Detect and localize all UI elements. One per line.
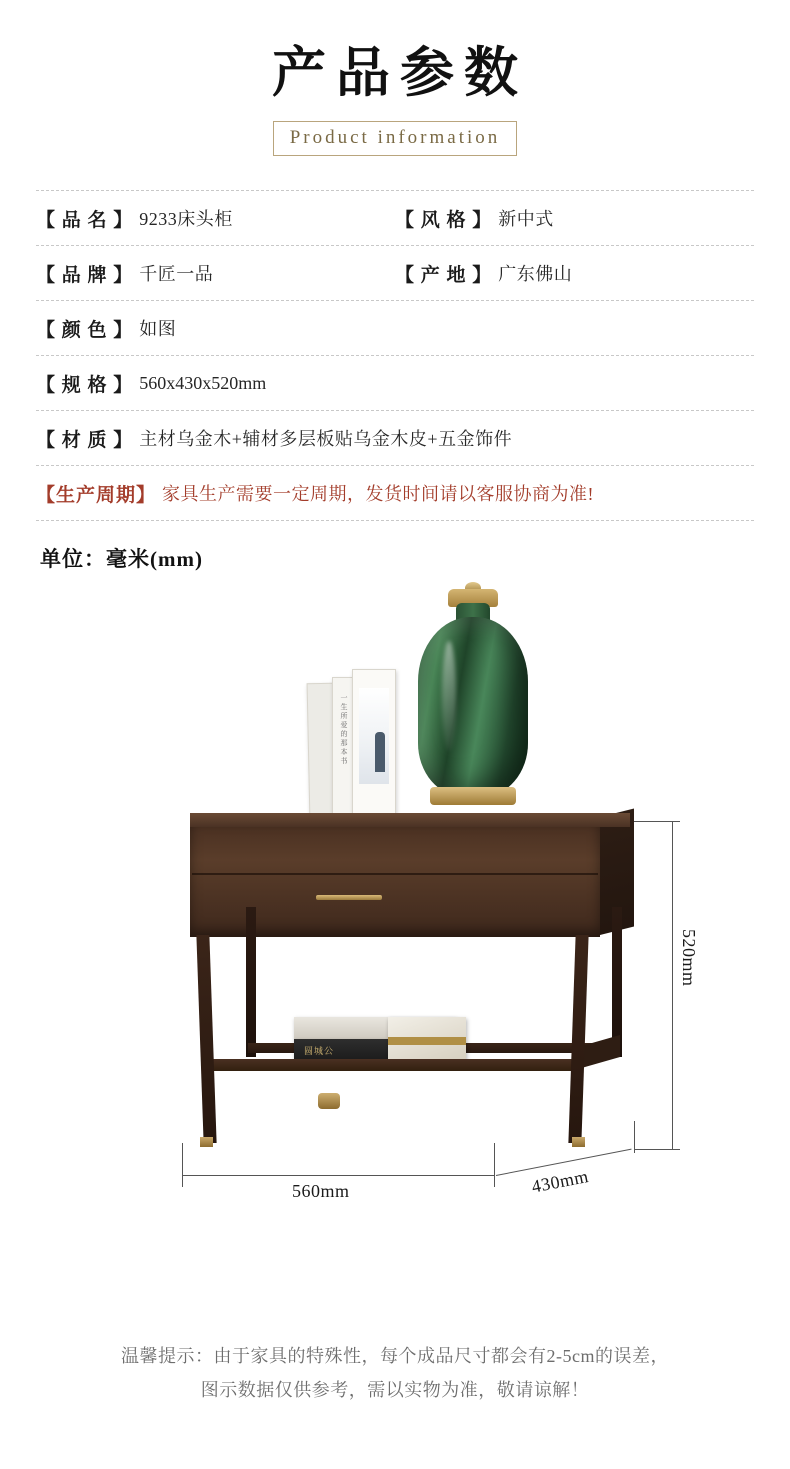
spec-value: 千匠一品 (139, 264, 214, 285)
cabinet-leg-back-left (246, 907, 256, 1057)
table-row (36, 301, 754, 356)
dimension-tick-width-left (182, 1143, 183, 1187)
cabinet-shelf (205, 1059, 580, 1071)
spec-cell-material (36, 411, 754, 465)
vase-decor-icon (418, 589, 528, 819)
page-subtitle: Product information (273, 121, 518, 156)
spec-label: 【 风 格 】 (395, 209, 493, 231)
spec-cell-style (395, 191, 754, 245)
footer-line-1: 温馨提示：由于家具的特殊性，每个成品尺寸都会有2-5cm的误差， (121, 1346, 669, 1367)
dimension-label-depth: 430mm (530, 1166, 591, 1198)
spec-cell-origin (395, 246, 754, 300)
spec-label: 【 产 地 】 (395, 264, 493, 286)
drawer-seam (192, 873, 598, 875)
spec-value: 家具生产需要一定周期，发货时间请以客服协商为准! (162, 484, 595, 505)
dimension-tick-height-bottom (634, 1149, 680, 1150)
footer-note (0, 1340, 790, 1407)
page-title: 产品参数 (272, 43, 528, 103)
spec-value: 主材乌金木+辅材多层板贴乌金木皮+五金饰件 (139, 429, 513, 450)
table-row (36, 190, 754, 246)
unit-note: 单位：毫米(mm) (40, 547, 203, 572)
cabinet-leg-front-right (568, 935, 588, 1143)
footer-line-2: 图示数据仅供参考，需以实物为准，敬请谅解！ (200, 1379, 590, 1400)
spec-value: 广东佛山 (498, 264, 573, 285)
dimension-tick-height-top (634, 821, 680, 822)
dimension-label-width: 560mm (292, 1181, 350, 1202)
dimension-line-height (672, 821, 673, 1149)
cabinet-foot-center (318, 1093, 340, 1109)
dimension-line-width (182, 1175, 494, 1176)
spec-cell-color (36, 301, 754, 355)
spec-label: 【生产周期】 (36, 484, 157, 506)
book-spine-text: 一生所爱的那本书 (340, 694, 348, 767)
dimension-tick-width-right (494, 1143, 495, 1187)
spec-label: 【 品 名 】 (36, 209, 134, 231)
table-row (36, 246, 754, 301)
books-decor-icon (308, 669, 418, 819)
dimension-label-height: 520mm (679, 929, 699, 987)
cabinet-top (190, 813, 630, 827)
table-row-production-cycle (36, 466, 754, 521)
subtitle-container (0, 121, 790, 156)
shelf-box-right (388, 1017, 466, 1061)
spec-value: 如图 (139, 319, 177, 340)
page-header (0, 0, 790, 156)
dimension-tick-depth-right (634, 1121, 635, 1153)
spec-value: 9233床头柜 (139, 209, 233, 230)
spec-label: 【 颜 色 】 (36, 319, 134, 341)
table-row (36, 356, 754, 411)
spec-cell-brand (36, 246, 395, 300)
spec-table (36, 190, 754, 521)
cabinet-foot-left (200, 1137, 213, 1147)
spec-label: 【 规 格 】 (36, 374, 134, 396)
spec-cell-production-cycle (36, 466, 754, 520)
box-label: 圆城公 (304, 1046, 335, 1057)
spec-label: 【 材 质 】 (36, 429, 134, 451)
drawer-handle (316, 895, 382, 900)
spec-cell-size (36, 356, 754, 410)
spec-value: 新中式 (498, 209, 554, 230)
spec-cell-name (36, 191, 395, 245)
spec-value: 560x430x520mm (139, 372, 267, 393)
product-diagram (0, 577, 790, 1202)
spec-label: 【 品 牌 】 (36, 264, 134, 286)
table-row (36, 411, 754, 466)
cabinet-foot-right (572, 1137, 585, 1147)
cabinet-leg-front-left (196, 935, 216, 1143)
